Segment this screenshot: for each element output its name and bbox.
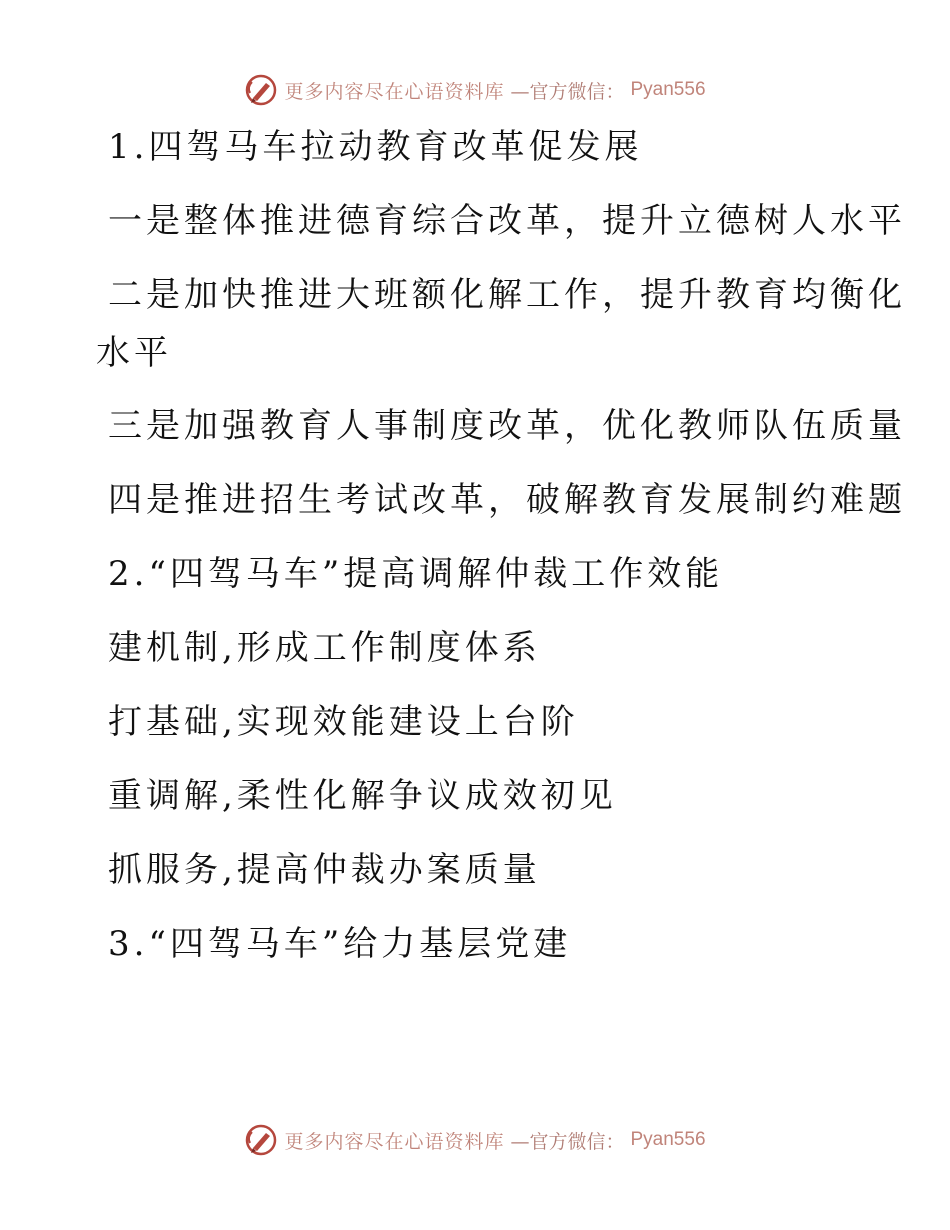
body-line-2: 二是加快推进大班额化解工作，提升教育均衡化 — [108, 275, 906, 315]
body-line-2-cont: 水平 — [96, 333, 172, 373]
watermark-separator: —官方微信： — [510, 1130, 625, 1153]
footer-watermark — [0, 1120, 950, 1160]
watermark-wechat-id: Pyan556 — [630, 1129, 706, 1150]
heading-line-2: 2.“四驾马车”提高调解仲裁工作效能 — [108, 554, 724, 594]
pen-logo-icon — [244, 1123, 278, 1157]
body-line-5: 建机制,形成工作制度体系 — [108, 628, 541, 668]
header-watermark — [0, 70, 950, 110]
body-line-7: 重调解,柔性化解争议成效初见 — [108, 776, 617, 816]
body-line-1: 一是整体推进德育综合改革，提升立德树人水平 — [108, 201, 906, 241]
body-line-8: 抓服务,提高仲裁办案质量 — [108, 850, 541, 890]
body-line-4: 四是推进招生考试改革，破解教育发展制约难题 — [108, 480, 906, 520]
watermark-separator: —官方微信： — [510, 80, 625, 103]
body-line-6: 打基础,实现效能建设上台阶 — [108, 702, 579, 742]
watermark-wechat-id: Pyan556 — [630, 79, 706, 100]
heading-line-1: 1.四驾马车拉动教育改革促发展 — [108, 127, 643, 167]
watermark-text: 更多内容尽在心语资料库 — [284, 80, 505, 103]
heading-line-3: 3.“四驾马车”给力基层党建 — [108, 924, 572, 964]
body-line-3: 三是加强教育人事制度改革，优化教师队伍质量 — [108, 406, 906, 446]
pen-logo-icon — [244, 73, 278, 107]
watermark-text: 更多内容尽在心语资料库 — [284, 1130, 505, 1153]
